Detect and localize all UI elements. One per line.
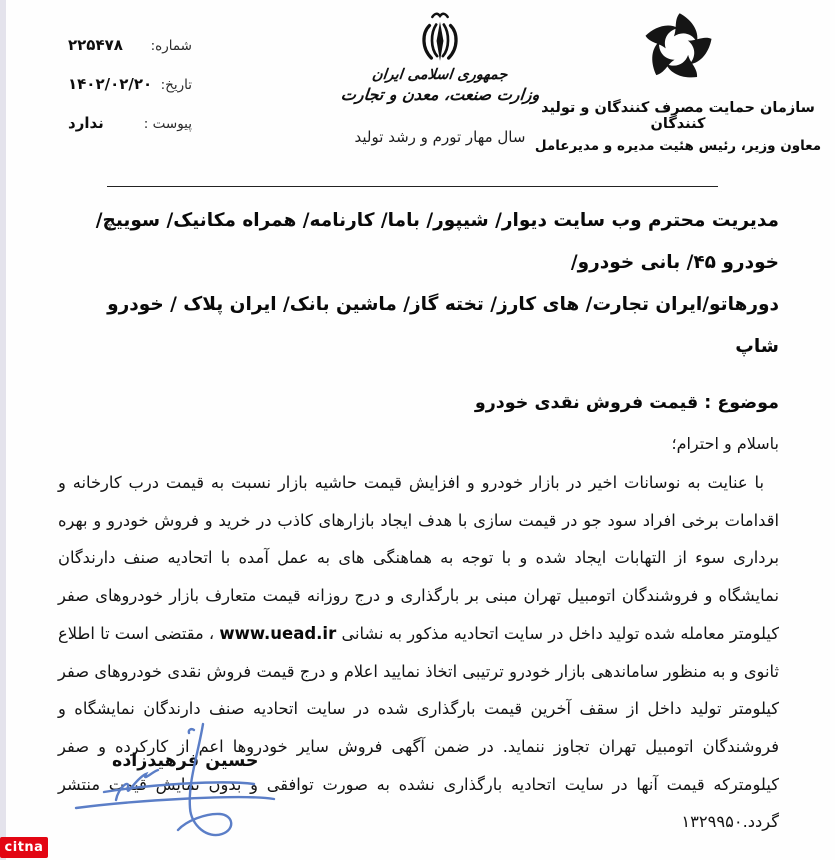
letter-number-value: ۲۲۵۴۷۸ bbox=[68, 36, 123, 54]
body-text-before-url: با عنایت به نوسانات اخیر در بازار خودرو و افزایش قیمت حاشیه بازار نسبت به قیمت درب کارخانه و اقدامات برخی افراد سود جو در قیمت سازی با هدف ایجاد بازارهای کاذب در خرید و فروش خودرو و بهره برداری سوء از التهابات ایجاد شده و با توجه به هماهنگی های به عمل آمده با اتحادیه صنف دارندگان نمایشگاه و فروشندگان اتومبیل تهران مبنی بر بارگذاری و درج روزانه قیمت متعارف بازار خودروهای صفر کیلومتر معامله شده تولید داخل در سایت اتحادیه مذکور به نشانی bbox=[58, 473, 779, 643]
letter-meta bbox=[68, 36, 192, 153]
government-name: جمهوری اسلامی ایران bbox=[371, 67, 509, 83]
org-signatory-title: معاون وزیر، رئیس هئیت مدیره و مدیرعامل bbox=[534, 138, 822, 154]
addressee-line-1: مدیریت محترم وب سایت دیوار/ شیپور/ باما/ کارنامه/ همراه مکانیک/ سوییچ/ خودرو ۴۵/ بانی خودرو/ bbox=[95, 210, 779, 273]
citna-watermark: citna bbox=[0, 837, 48, 858]
subject-line: موضوع : قیمت فروش نقدی خودرو bbox=[474, 393, 779, 413]
body-text-after-url: ، مقتضی است تا اطلاع ثانوی و به منظور ساماندهی بازار خودرو ترتیبی اتخاذ نمایید اعلام و درج قیمت فروش نقدی خودروهای صفر کیلومتر تولید داخل از سقف آخرین قیمت بارگذاری شده در سایت اتحادیه صنف دارندگان نمایشگاه و فروشندگان اتومبیل تهران تجاوز ننماید. در ضمن آگهی فروش سایر خودروها اعم از کارکرده و صفر کیلومترکه قیمت آنها در سایت اتحادیه بارگذاری نشده به صورت توافقی و بدون نمایش قیمت منتشر گردد.۱۳۲۹۹۵۰ bbox=[58, 623, 779, 832]
addressee-block bbox=[58, 200, 779, 368]
ministry-name: وزارت صنعت، معدن و تجارت bbox=[339, 85, 541, 104]
union-website-url: www.uead.ir bbox=[219, 623, 337, 643]
letter-attachment-value: ندارد bbox=[68, 114, 104, 132]
addressee-line-2: دورهاتو/ایران تجارت/ های کارز/ تخته گاز/ ماشین بانک/ ایران پلاک / خودرو شاپ bbox=[107, 294, 779, 357]
letter-number-row bbox=[68, 36, 192, 75]
letterhead-org bbox=[528, 6, 828, 154]
header-divider bbox=[107, 186, 718, 187]
org-star-logo-icon bbox=[640, 6, 716, 90]
year-slogan: سال مهار تورم و رشد تولید bbox=[354, 128, 526, 146]
letter-number-label: شماره: bbox=[150, 38, 192, 54]
scan-edge-strip bbox=[0, 0, 6, 860]
signer-name: حسین فرهیدزاده bbox=[112, 751, 259, 771]
letter-date-label: تاریخ: bbox=[160, 77, 192, 93]
signature-scribble-icon bbox=[58, 720, 323, 855]
org-name: سازمان حمایت مصرف کنندگان و تولید کنندگان bbox=[541, 100, 815, 132]
salutation: باسلام و احترام؛ bbox=[671, 434, 779, 453]
letter-date-value: ۱۴۰۲/۰۲/۲۰ bbox=[68, 75, 153, 93]
letter-attachment-row bbox=[68, 114, 192, 153]
letter-attachment-label: پیوست : bbox=[143, 116, 192, 132]
iran-emblem-icon bbox=[418, 10, 462, 64]
letter-date-row bbox=[68, 75, 192, 114]
